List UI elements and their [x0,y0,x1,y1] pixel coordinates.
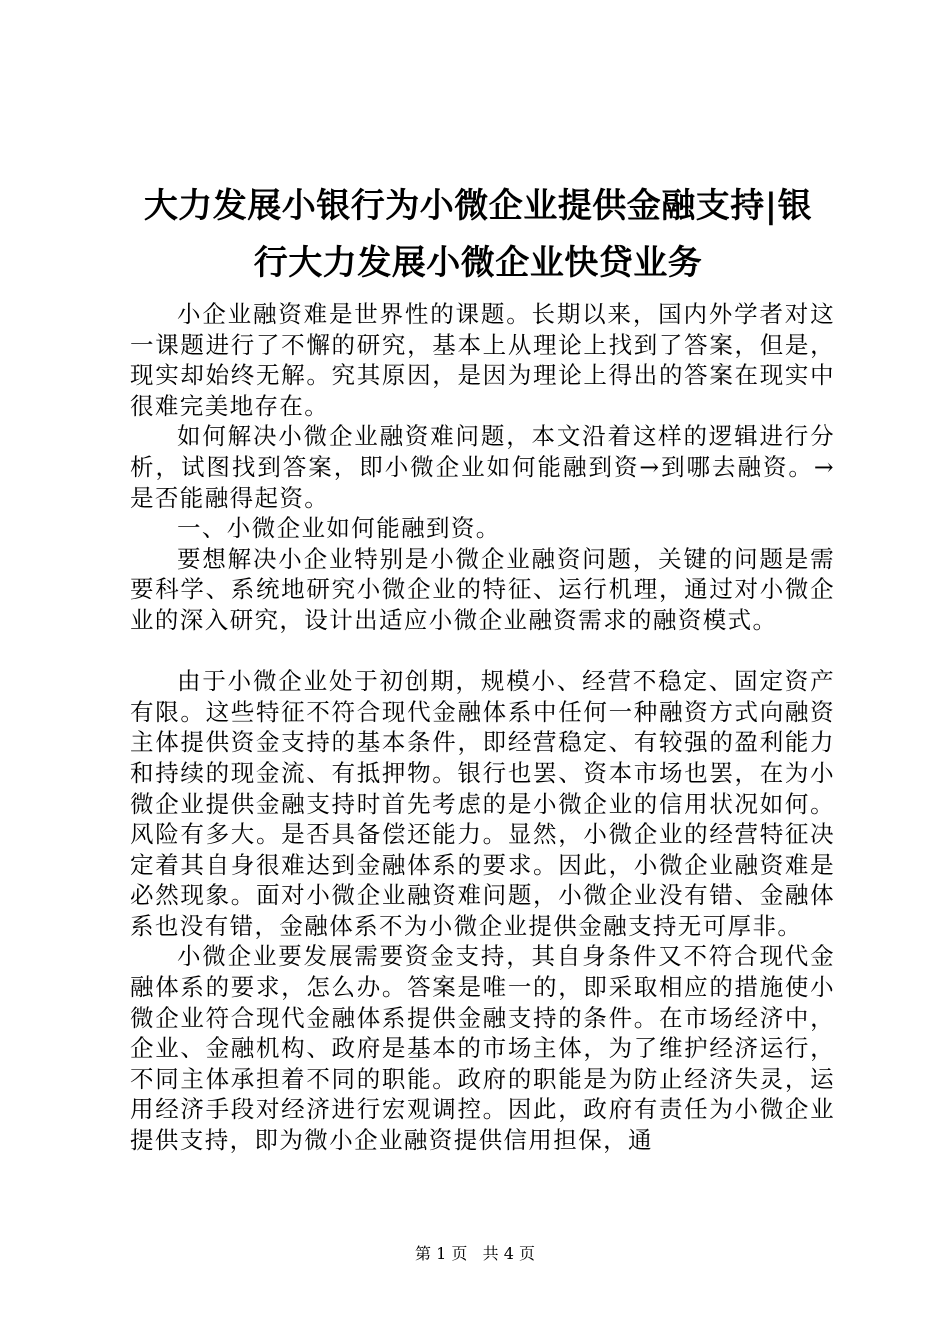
document-body [130,299,835,1156]
page-number-label: 第 1 页 共 4 页 [415,1244,535,1263]
paragraph-4: 由于小微企业处于初创期，规模小、经营不稳定、固定资产有限。这些特征不符合现代金融体系中任何一种融资方式向融资主体提供资金支持的基本条件，即经营稳定、有较强的盈利能力和持续的现金流、有抵押物。银行也罢、资本市场也罢，在为小微企业提供金融支持时首先考虑的是小微企业的信用状况如何。风险有多大。是否具备偿还能力。显然，小微企业的经营特征决定着其自身很难达到金融体系的要求。因此，小微企业融资难是必然现象。面对小微企业融资难问题，小微企业没有错、金融体系也没有错，金融体系不为小微企业提供金融支持无可厚非。 [130,667,835,940]
section-heading-1: 一、小微企业如何能融到资。 [177,514,501,543]
paragraph-3: 要想解决小企业特别是小微企业融资问题，关键的问题是需要科学、系统地研究小微企业的特征、运行机理，通过对小微企业的深入研究，设计出适应小微企业融资需求的融资模式。 [130,544,835,634]
paragraph-2: 如何解决小微企业融资难问题，本文沿着这样的逻辑进行分析，试图找到答案，即小微企业如何能融到资→到哪去融资。→是否能融得起资。 [130,422,835,512]
document-title: 大力发展小银行为小微企业提供金融支持|银行大力发展小微企业快贷业务 [143,186,813,283]
paragraph-5: 小微企业要发展需要资金支持，其自身条件又不符合现代金融体系的要求，怎么办。答案是唯一的，即采取相应的措施使小微企业符合现代金融体系提供金融支持的条件。在市场经济中，企业、金融机构、政府是基本的市场主体，为了维护经济运行，不同主体承担着不同的职能。政府的职能是为防止经济失灵，运用经济手段对经济进行宏观调控。因此，政府有责任为小微企业提供支持，即为微小企业融资提供信用担保，通 [130,942,835,1155]
paragraph-1: 小企业融资难是世界性的课题。长期以来，国内外学者对这一课题进行了不懈的研究，基本上从理论上找到了答案，但是，现实却始终无解。究其原因，是因为理论上得出的答案在现实中很难完美地存在。 [130,300,835,420]
page-footer [0,1244,950,1264]
